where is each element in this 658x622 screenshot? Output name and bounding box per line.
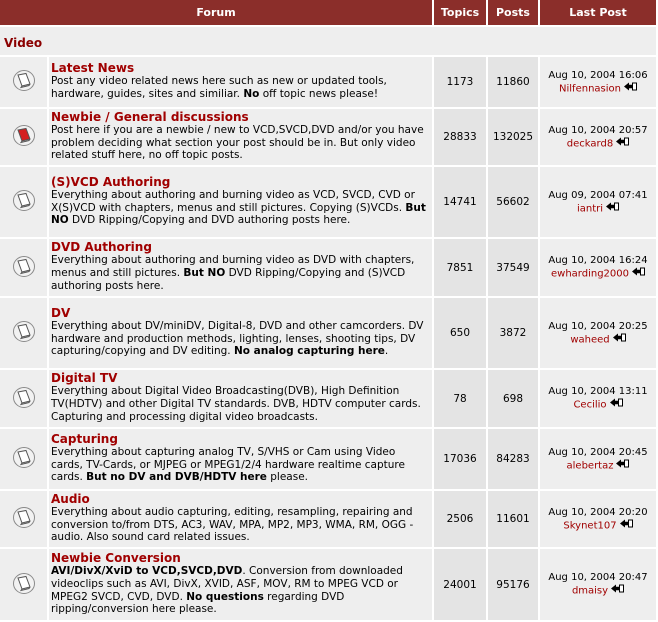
last-post-user-link[interactable]: iantri: [576, 203, 604, 215]
folder-icon: [12, 454, 36, 473]
posts-count: 3872: [488, 298, 538, 368]
header-topics: Topics: [434, 0, 486, 25]
view-latest-post-icon[interactable]: [615, 459, 629, 472]
view-latest-post-icon[interactable]: [609, 398, 623, 411]
last-post-user-link[interactable]: deckard8: [566, 138, 614, 150]
description-text: Everything about authoring and burning video as VCD, SVCD, CVD or X(S)VCD with chapters, menus and still pictures. Copying (S)VCDs.: [51, 188, 415, 214]
forum-row: [0, 167, 656, 237]
last-post-user-link[interactable]: waheed: [570, 334, 610, 346]
forum-title-link[interactable]: Digital TV: [51, 371, 118, 386]
folder-icon: [12, 197, 36, 216]
forum-row: [0, 549, 656, 620]
posts-count: 56602: [488, 167, 538, 237]
description-text: Everything about capturing analog TV, S/VHS or Cam using Video cards, TV-Cards, or MJPEG or MPEG1/2/4 hardware realtime capture cards.: [51, 445, 405, 484]
description-text: Post here if you are a newbie / new to VCD,SVCD,DVD and/or you have problem deciding what section your post should be in. But only video related stuff here, no off topic posts.: [51, 123, 424, 162]
forum-row: [0, 491, 656, 547]
folder-icon: [12, 328, 36, 347]
forum-row: [0, 429, 656, 489]
description-text: Post any video related news here such as new or updated tools, hardware, guides, sites and similiar.: [51, 75, 387, 100]
topics-count: 17036: [434, 429, 486, 489]
view-latest-post-icon[interactable]: [605, 202, 619, 215]
topics-count: 1173: [434, 57, 486, 107]
description-bold-text: No: [243, 88, 260, 100]
last-post-date: Aug 10, 2004 16:06: [548, 69, 648, 81]
description-text: off topic news please!: [259, 88, 379, 100]
last-post-date: Aug 10, 2004 16:24: [548, 255, 648, 267]
forum-title-link[interactable]: DVD Authoring: [51, 240, 152, 255]
header-last-post: Last Post: [540, 0, 656, 25]
posts-count: 84283: [488, 429, 538, 489]
posts-count: 132025: [488, 109, 538, 165]
forum-title-link[interactable]: DV: [51, 305, 71, 320]
last-post-date: Aug 10, 2004 20:45: [548, 446, 648, 458]
last-post-date: Aug 10, 2004 20:47: [548, 572, 648, 584]
forum-row: [0, 370, 656, 427]
folder-icon: [12, 263, 36, 282]
header-posts: Posts: [488, 0, 538, 25]
forum-description: [51, 565, 430, 616]
description-text: DVD Ripping/Copying and (S)VCD authoring posts here.: [51, 267, 406, 292]
forum-row: [0, 57, 656, 107]
description-bold-text: AVI/DivX/XviD to VCD,SVCD,DVD: [51, 564, 243, 577]
last-post-date: Aug 10, 2004 20:25: [548, 320, 648, 332]
view-latest-post-icon[interactable]: [619, 519, 633, 532]
forum-title-link[interactable]: Latest News: [51, 61, 135, 76]
view-latest-post-icon[interactable]: [615, 137, 629, 150]
last-post-user-link[interactable]: Nilfennasion: [559, 83, 621, 95]
posts-count: 11601: [488, 491, 538, 547]
topics-count: 2506: [434, 491, 486, 547]
topics-count: 24001: [434, 549, 486, 620]
forum-description: [51, 124, 430, 162]
forum-description: [51, 385, 430, 423]
folder-icon: [12, 514, 36, 533]
forum-description: [51, 75, 430, 101]
posts-count: 698: [488, 370, 538, 427]
category-row: [0, 27, 656, 55]
last-post-user-link[interactable]: Cecilio: [573, 399, 607, 411]
posts-count: 11860: [488, 57, 538, 107]
description-text: please.: [266, 471, 309, 484]
forum-row: [0, 239, 656, 296]
topics-count: 28833: [434, 109, 486, 165]
folder-new-posts-icon: [12, 132, 36, 151]
description-bold-text: But NO: [51, 201, 426, 227]
forum-row: [0, 298, 656, 368]
folder-icon: [12, 77, 36, 96]
posts-count: 37549: [488, 239, 538, 296]
view-latest-post-icon[interactable]: [631, 267, 645, 280]
view-latest-post-icon[interactable]: [610, 584, 624, 597]
topics-count: 7851: [434, 239, 486, 296]
description-text: .: [384, 345, 389, 358]
last-post-user-link[interactable]: alebertaz: [566, 460, 614, 472]
forum-title-link[interactable]: Newbie / General discussions: [51, 109, 249, 124]
description-bold-text: No analog capturing here: [233, 345, 385, 358]
last-post-date: Aug 09, 2004 07:41: [548, 189, 648, 201]
folder-icon: [12, 580, 36, 599]
table-header: [0, 0, 656, 25]
description-bold-text: But NO: [183, 267, 226, 280]
topics-count: 650: [434, 298, 486, 368]
forum-row: [0, 109, 656, 165]
last-post-date: Aug 10, 2004 13:11: [548, 386, 648, 398]
forum-description: [51, 446, 430, 484]
forum-description: [51, 189, 430, 227]
last-post-date: Aug 10, 2004 20:57: [548, 124, 648, 136]
folder-icon: [12, 394, 36, 413]
last-post-user-link[interactable]: Skynet107: [563, 520, 617, 532]
description-text: Everything about authoring and burning video as DVD with chapters, menus and still pictures.: [51, 254, 415, 280]
forum-title-link[interactable]: Newbie Conversion: [51, 550, 181, 565]
category-link-video[interactable]: Video: [4, 35, 43, 50]
forum-title-link[interactable]: Capturing: [51, 431, 118, 446]
description-text: . Conversion from downloaded videoclips such as AVI, DivX, XVID, ASF, MOV, RM to MPEG VCD or MPEG2 SVCD, CVD, DVD.: [51, 564, 403, 603]
description-bold-text: But no DV and DVB/HDTV here: [86, 471, 267, 484]
topics-count: 14741: [434, 167, 486, 237]
forum-description: [51, 320, 430, 358]
view-latest-post-icon[interactable]: [623, 82, 637, 95]
description-text: Everything about audio capturing, editing, resampling, repairing and conversion to/from DTS, AC3, WAV, MPA, MP2, MP3, WMA, RM, OGG -audio. Also sound card related issues.: [51, 505, 414, 544]
description-text: Everything about Digital Video Broadcasting(DVB), High Definition TV(HDTV) and other Digital TV standards. DVB, HDTV computer cards. Capturing and processing digital video broadcasts.: [51, 385, 421, 423]
description-text: Everything about DV/miniDV, Digital-8, DVD and other camcorders. DV hardware and production methods, lighting, lenses, shooting tips, DV capturing/copying and DV editing.: [51, 319, 424, 358]
last-post-date: Aug 10, 2004 20:20: [548, 506, 648, 518]
view-latest-post-icon[interactable]: [612, 333, 626, 346]
description-bold-text: No questions: [186, 590, 264, 603]
topics-count: 78: [434, 370, 486, 427]
last-post-user-link[interactable]: dmaisy: [571, 585, 609, 597]
forum-description: [51, 506, 430, 544]
forum-title-link[interactable]: Audio: [51, 491, 90, 506]
description-text: DVD Ripping/Copying and DVD authoring posts here.: [68, 214, 351, 227]
header-forum: Forum: [0, 0, 432, 25]
forum-description: [51, 254, 430, 292]
last-post-user-link[interactable]: ewharding2000: [551, 268, 629, 280]
description-text: regarding DVD ripping/conversion here please.: [51, 590, 345, 616]
forum-title-link[interactable]: (S)VCD Authoring: [51, 174, 171, 189]
posts-count: 95176: [488, 549, 538, 620]
